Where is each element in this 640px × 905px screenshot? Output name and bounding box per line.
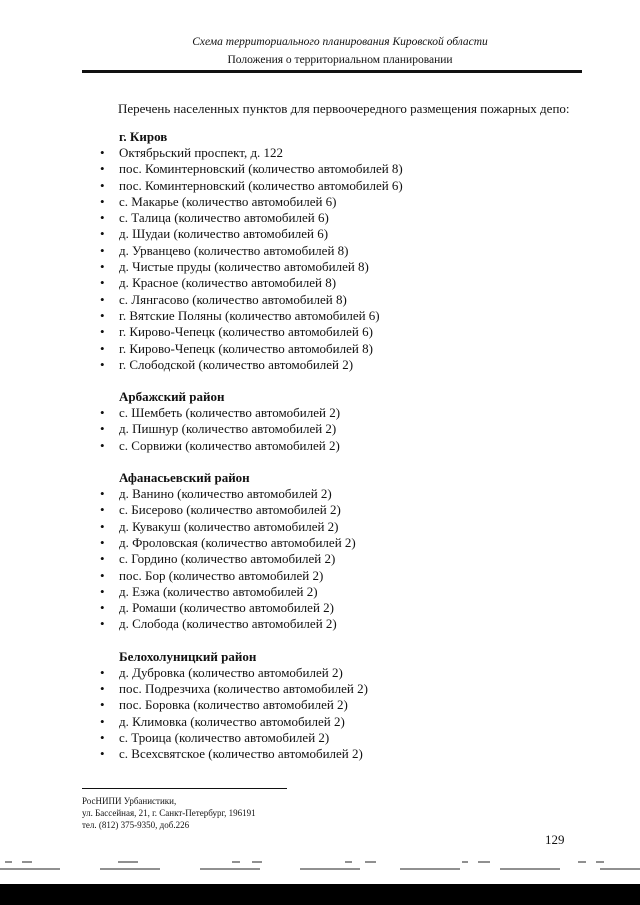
list-item (0, 161, 640, 177)
bullet-icon: • (100, 177, 105, 193)
bullet-icon: • (100, 161, 105, 177)
list-item (0, 145, 640, 161)
district-heading: г. Киров (119, 129, 168, 144)
list-item (0, 519, 640, 535)
settlement-text: Октябрьский проспект, д. 122 (119, 145, 284, 160)
list-item (0, 405, 640, 421)
settlement-list (0, 129, 640, 763)
bullet-icon: • (100, 534, 105, 550)
settlement-text: д. Красное (количество автомобилей 8) (119, 275, 337, 291)
bullet-icon: • (100, 405, 105, 421)
list-item (0, 616, 640, 632)
district-section (0, 129, 640, 373)
bullet-icon: • (100, 259, 105, 275)
bullet-icon: • (100, 226, 105, 242)
settlement-text: г. Слободской (количество автомобилей 2) (119, 356, 354, 372)
district-section (0, 389, 640, 454)
settlement-text: д. Ромаши (количество автомобилей 2) (119, 600, 334, 616)
bullet-icon: • (100, 193, 105, 209)
bullet-icon: • (100, 210, 105, 226)
list-item (0, 210, 640, 226)
bullet-icon: • (100, 567, 105, 583)
bullet-icon: • (100, 486, 105, 502)
bullet-icon: • (100, 583, 105, 599)
bullet-icon: • (100, 242, 105, 258)
bullet-icon: • (100, 600, 105, 616)
settlement-text: с. Макарье (количество автомобилей 6) (119, 193, 337, 209)
settlement-text: г. Кирово-Чепецк (количество автомобилей 8) (119, 340, 373, 356)
bullet-icon: • (100, 518, 105, 534)
list-item (0, 341, 640, 357)
list-item (0, 681, 640, 697)
settlement-text: с. Шембеть (количество автомобилей 2) (119, 405, 341, 421)
list-item (0, 308, 640, 324)
settlement-text: пос. Подрезчиха (количество автомобилей 2) (119, 681, 368, 697)
settlement-bullet-list (0, 486, 640, 633)
settlement-text: с. Талица (количество автомобилей 6) (119, 210, 329, 226)
bullet-icon: • (100, 713, 105, 729)
list-item (0, 568, 640, 584)
district-heading: Арбажский район (119, 389, 225, 405)
settlement-text: с. Бисерово (количество автомобилей 2) (119, 502, 341, 518)
list-item (0, 178, 640, 194)
list-item (0, 438, 640, 454)
list-item (0, 194, 640, 210)
district-heading: Белохолуницкий район (119, 648, 257, 664)
list-item (0, 243, 640, 259)
settlement-text: пос. Коминтерновский (количество автомобилей 8) (119, 161, 403, 177)
settlement-text: д. Дубровка (количество автомобилей 2) (119, 664, 343, 680)
page-number: 129 (545, 832, 565, 847)
bullet-icon: • (100, 145, 105, 160)
list-item (0, 551, 640, 567)
list-item (0, 746, 640, 762)
list-item (0, 584, 640, 600)
footer-address: ул. Бассейная, 21, г. Санкт-Петербург, 196191 (82, 808, 256, 818)
scan-border (0, 884, 640, 905)
list-item (0, 275, 640, 291)
bullet-icon: • (100, 551, 105, 567)
settlement-bullet-list (0, 405, 640, 454)
list-item (0, 226, 640, 242)
list-item (0, 259, 640, 275)
bullet-icon: • (100, 681, 105, 697)
settlement-text: г. Вятские Поляны (количество автомобилей 6) (119, 307, 380, 323)
list-item (0, 600, 640, 616)
footer-divider (82, 788, 287, 789)
settlement-text: с. Лянгасово (количество автомобилей 8) (119, 291, 347, 307)
footer-contacts (82, 795, 382, 831)
bullet-icon: • (100, 356, 105, 372)
settlement-text: с. Сорвижи (количество автомобилей 2) (119, 437, 340, 453)
list-item (0, 502, 640, 518)
settlement-text: г. Кирово-Чепецк (количество автомобилей 6) (119, 324, 373, 340)
scan-artifacts (0, 858, 640, 870)
list-item (0, 665, 640, 681)
settlement-text: пос. Боровка (количество автомобилей 2) (119, 697, 348, 713)
bullet-icon: • (100, 437, 105, 453)
bullet-icon: • (100, 502, 105, 518)
footer-phone: тел. (812) 375-9350, доб.226 (82, 820, 190, 830)
list-item (0, 421, 640, 437)
bullet-icon: • (100, 616, 105, 632)
list-item (0, 324, 640, 340)
settlement-text: д. Чистые пруды (количество автомобилей 8) (119, 259, 369, 275)
settlement-text: д. Урванцево (количество автомобилей 8) (119, 242, 349, 258)
list-item (0, 714, 640, 730)
bullet-icon: • (100, 324, 105, 340)
document-subtitle: Положения о территориальном планировании (227, 54, 453, 66)
bullet-icon: • (100, 421, 105, 437)
list-item (0, 357, 640, 373)
list-item (0, 697, 640, 713)
settlement-text: д. Фроловская (количество автомобилей 2) (119, 534, 356, 550)
bullet-icon: • (100, 746, 105, 762)
settlement-text: д. Слобода (количество автомобилей 2) (119, 616, 337, 632)
settlement-bullet-list (0, 145, 640, 373)
settlement-text: пос. Коминтерновский (количество автомобилей 6) (119, 177, 403, 193)
district-section (0, 649, 640, 763)
bullet-icon: • (100, 275, 105, 291)
header-divider (82, 70, 582, 73)
list-item (0, 535, 640, 551)
list-item (0, 486, 640, 502)
bullet-icon: • (100, 307, 105, 323)
settlement-text: пос. Бор (количество автомобилей 2) (119, 567, 324, 583)
district-heading: Афанасьевский район (119, 470, 250, 486)
settlement-bullet-list (0, 665, 640, 763)
list-item (0, 292, 640, 308)
settlement-text: с. Гордино (количество автомобилей 2) (119, 551, 336, 567)
bullet-icon: • (100, 664, 105, 680)
settlement-text: д. Пишнур (количество автомобилей 2) (119, 421, 337, 437)
settlement-text: д. Кувакуш (количество автомобилей 2) (119, 518, 339, 534)
list-item (0, 730, 640, 746)
district-section (0, 470, 640, 633)
intro-paragraph: Перечень населенных пунктов для первоочередного размещения пожарных депо: (118, 101, 570, 116)
settlement-text: с. Всехсвятское (количество автомобилей 2) (119, 746, 363, 762)
settlement-text: с. Троица (количество автомобилей 2) (119, 729, 330, 745)
settlement-text: д. Езжа (количество автомобилей 2) (119, 583, 318, 599)
footer-org: РосНИПИ Урбанистики, (82, 796, 177, 806)
settlement-text: д. Климовка (количество автомобилей 2) (119, 713, 345, 729)
settlement-text: д. Шудаи (количество автомобилей 6) (119, 226, 329, 242)
settlement-text: д. Ванино (количество автомобилей 2) (119, 486, 332, 502)
bullet-icon: • (100, 729, 105, 745)
bullet-icon: • (100, 291, 105, 307)
bullet-icon: • (100, 340, 105, 356)
document-title: Схема территориального планирования Кировской области (192, 36, 488, 48)
bullet-icon: • (100, 697, 105, 713)
